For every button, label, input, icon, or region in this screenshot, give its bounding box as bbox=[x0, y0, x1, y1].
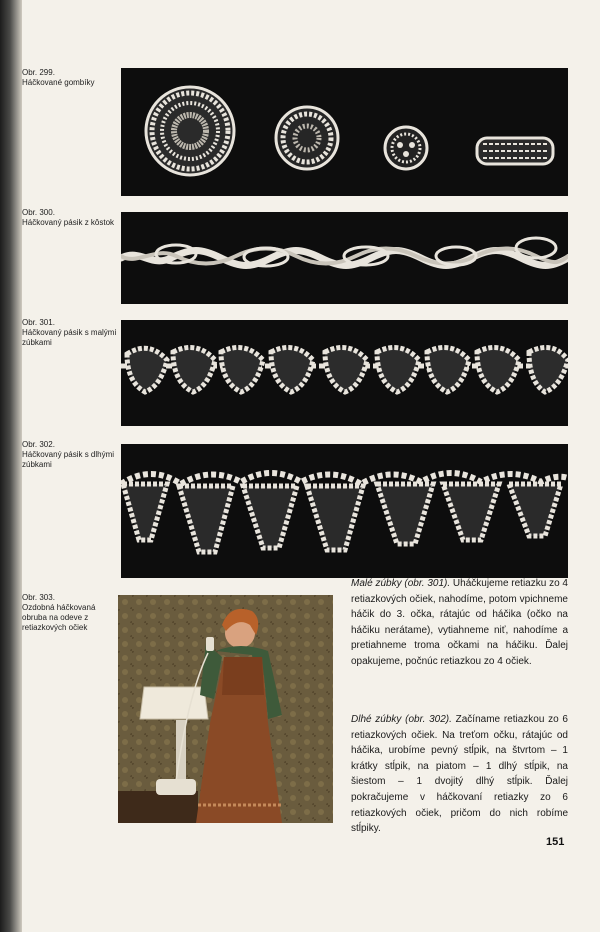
photo-crocheted-buttons bbox=[121, 68, 568, 196]
book-gutter-shadow bbox=[0, 0, 22, 932]
figure-caption: Háčkovaný pásik s malými zúbkami bbox=[22, 328, 117, 347]
figure-number: Obr. 299. bbox=[22, 68, 55, 77]
figure-number: Obr. 303. bbox=[22, 593, 55, 602]
paragraph-lead: Malé zúbky (obr. 301). bbox=[351, 578, 451, 589]
caption-fig-300 bbox=[22, 208, 117, 228]
caption-fig-299 bbox=[22, 68, 117, 88]
page-number: 151 bbox=[546, 836, 565, 848]
caption-fig-301 bbox=[22, 318, 117, 348]
photo-small-picot-band bbox=[121, 320, 568, 426]
photo-long-picot-band bbox=[121, 444, 568, 578]
figure-caption: Háčkovaný pásik s dlhými zúbkami bbox=[22, 450, 115, 469]
photo-woman-in-crocheted-dress bbox=[118, 595, 333, 823]
figure-caption: Ozdobná háčkovaná obruba na odeve z retiazkových očiek bbox=[22, 603, 96, 632]
paragraph-text: Uháčkujeme retiazku zo 4 retiazkových očiek, nahodíme, potom vpichneme háčik do 3. očka, rátajúc od háčika (očko na háčiku nerátame), vytiahneme niť, nahodíme a pretiahneme troma očkami na háčiku. Ďalej opakujeme, počnúc retiazkou zo 4 očiek. bbox=[351, 578, 568, 667]
paragraph-small-picots bbox=[351, 576, 568, 670]
figure-number: Obr. 302. bbox=[22, 440, 55, 449]
paragraph-lead: Dlhé zúbky (obr. 302). bbox=[351, 714, 452, 725]
figure-number: Obr. 301. bbox=[22, 318, 55, 327]
paragraph-long-picots bbox=[351, 712, 568, 837]
figure-caption: Háčkované gombíky bbox=[22, 78, 95, 87]
figure-number: Obr. 300. bbox=[22, 208, 55, 217]
paragraph-text: Začíname retiazkou zo 6 retiazkových očiek. Na treťom očku, rátajúc od háčika, urobíme pevný stĺpik, na štvrtom – 1 krátky stĺpik, na piatom – 1 dlhý stĺpik, na šiestom – 1 dvojitý dlhý stĺpik. Ďalej pokračujeme v háčkovaní retiazky zo 6 retiazkových očiek, pričom do nich robíme stĺpiky. bbox=[351, 714, 568, 835]
photo-braid-band bbox=[121, 212, 568, 304]
figure-caption: Háčkovaný pásik z kôstok bbox=[22, 218, 115, 227]
caption-fig-303 bbox=[22, 593, 117, 633]
caption-fig-302 bbox=[22, 440, 117, 470]
